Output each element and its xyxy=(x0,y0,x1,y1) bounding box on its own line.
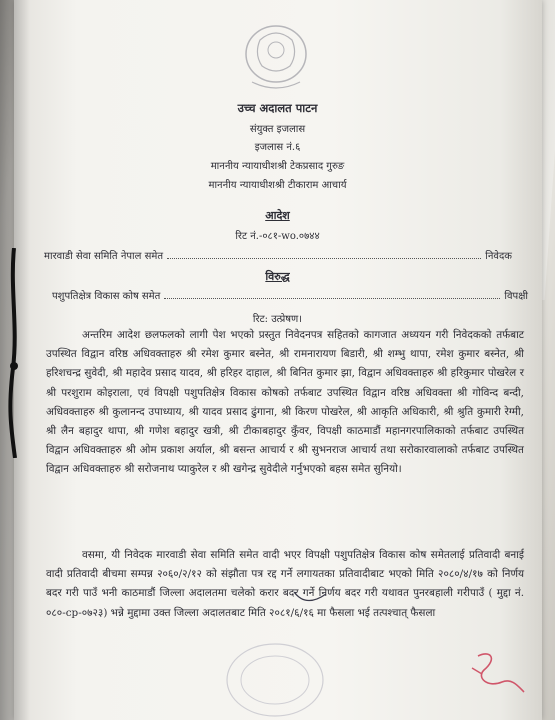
hearing-paragraph: अन्तरिम आदेश छलफलको लागी पेश भएको प्रस्तुत निवेदनपत्र सहितको कागजात अध्ययन गरी निवेदकको तर्फबाट उपस्थित विद्वान वरिष्ठ अधिवक्ताहरु श्री रमेश कुमार बस्नेत, श्री रामनारायण बिडारी, श्री शम्भु थापा, रमेश कुमार बस्नेत, श्री हरिशचन्द्र सुवेदी, श्री महादेव प्रसाद यादव, श्री हरिहर दाहाल, श्री बिनित कुमार झा, विद्वान अधिवक्ताहरु श्री हरिकुमार पोखरेल र श्री परशुराम कोइराला, एवं विपक्षी पशुपतिक्षेत्र विकास कोषको तर्फबाट उपस्थित विद्वान वरिष्ठ अधिवक्ता श्री गोविन्द बन्दी, अधिवक्ताहरु श्री कुलानन्द उपाध्याय, श्री यादव प्रसाद ढुंगाना, श्री किरण पोखरेल, श्री आकृति अधिकारी, श्री श्रुति कुमारी रेग्मी, श्री लैन बहादुर थापा, श्री गणेश बहादुर खत्री, श्री टीकाबहादुर कुँवर, विपक्षी काठमाडौं महानगरपालिकाको तर्फबाट उपस्थित विद्वान अधिवक्ताहरु श्री ओम प्रकाश अर्याल, श्री बसन्त आचार्य र श्री सुभनराज आचार्य तथा सरोकारवालाको तर्फबाट उपस्थित विद्वान अधिवक्ताहरु श्री सरोजनाथ प्याकुरेल र श्री खगेन्द्र सुवेदीले गर्नुभएको बहस समेत सुनियो। xyxy=(46,329,524,476)
writ-type: रिट: उत्प्रेषण। xyxy=(252,314,303,325)
court-name: उच्च अदालत पाटन xyxy=(237,101,318,115)
bench-type: संयुक्त इजलास xyxy=(249,124,306,135)
petitioner-name: मारवाडी सेवा समिति नेपाल समेत xyxy=(44,251,164,262)
writ-number: रिट नं.-०८१-wo.०७४४ xyxy=(235,231,320,242)
faded-stamp xyxy=(220,630,330,720)
dotted-leader xyxy=(167,249,481,259)
versus-heading: विरुद्ध xyxy=(265,270,290,283)
order-title: आदेश xyxy=(265,209,290,222)
respondent-role: विपक्षी xyxy=(504,291,528,302)
petitioner-role: निवेदक xyxy=(485,251,512,262)
respondent-name: पशुपतिक्षेत्र विकास कोष समेत xyxy=(52,291,161,302)
dotted-leader xyxy=(164,289,500,299)
petitioner-line xyxy=(44,248,512,262)
judge-2: माननीय न्यायाधीशश्री टीकाराम आचार्य xyxy=(208,180,347,191)
judge-1: माननीय न्यायाधीशश्री टेकप्रसाद गुरुङ xyxy=(210,161,345,172)
respondent-line xyxy=(52,288,528,302)
court-seal-emblem xyxy=(240,20,312,98)
ijlas-number: इजलास नं.६ xyxy=(254,142,301,153)
case-background-paragraph: वसमा, यी निवेदक मारवाडी सेवा समिति समेत वादी भएर विपक्षी पशुपतिक्षेत्र विकास कोष समेतलाई प्रतिवादी बनाई वादी प्रतिवादी बीचमा सम्पन्न २०६०/२/१२ को संझौता पत्र रद्द गर्ने लगायतका प्रतिवादीबाट भएको मिति २०८०/४/१७ को निर्णय बदर गरी पाउँ भनी काठमाडौं जिल्ला अदालतमा चलेको करार बदर गर्ने निर्णय बदर गरी यथावत पुनरबहाली गरीपाउँ ( मुद्दा नं. ०८०-cp-०७२३) भन्ने मुद्दामा उक्त जिल्ला अदालतबाट मिति २०८१/६/१६ मा फैसला भई तत्पश्चात् फैसला xyxy=(46,549,524,619)
